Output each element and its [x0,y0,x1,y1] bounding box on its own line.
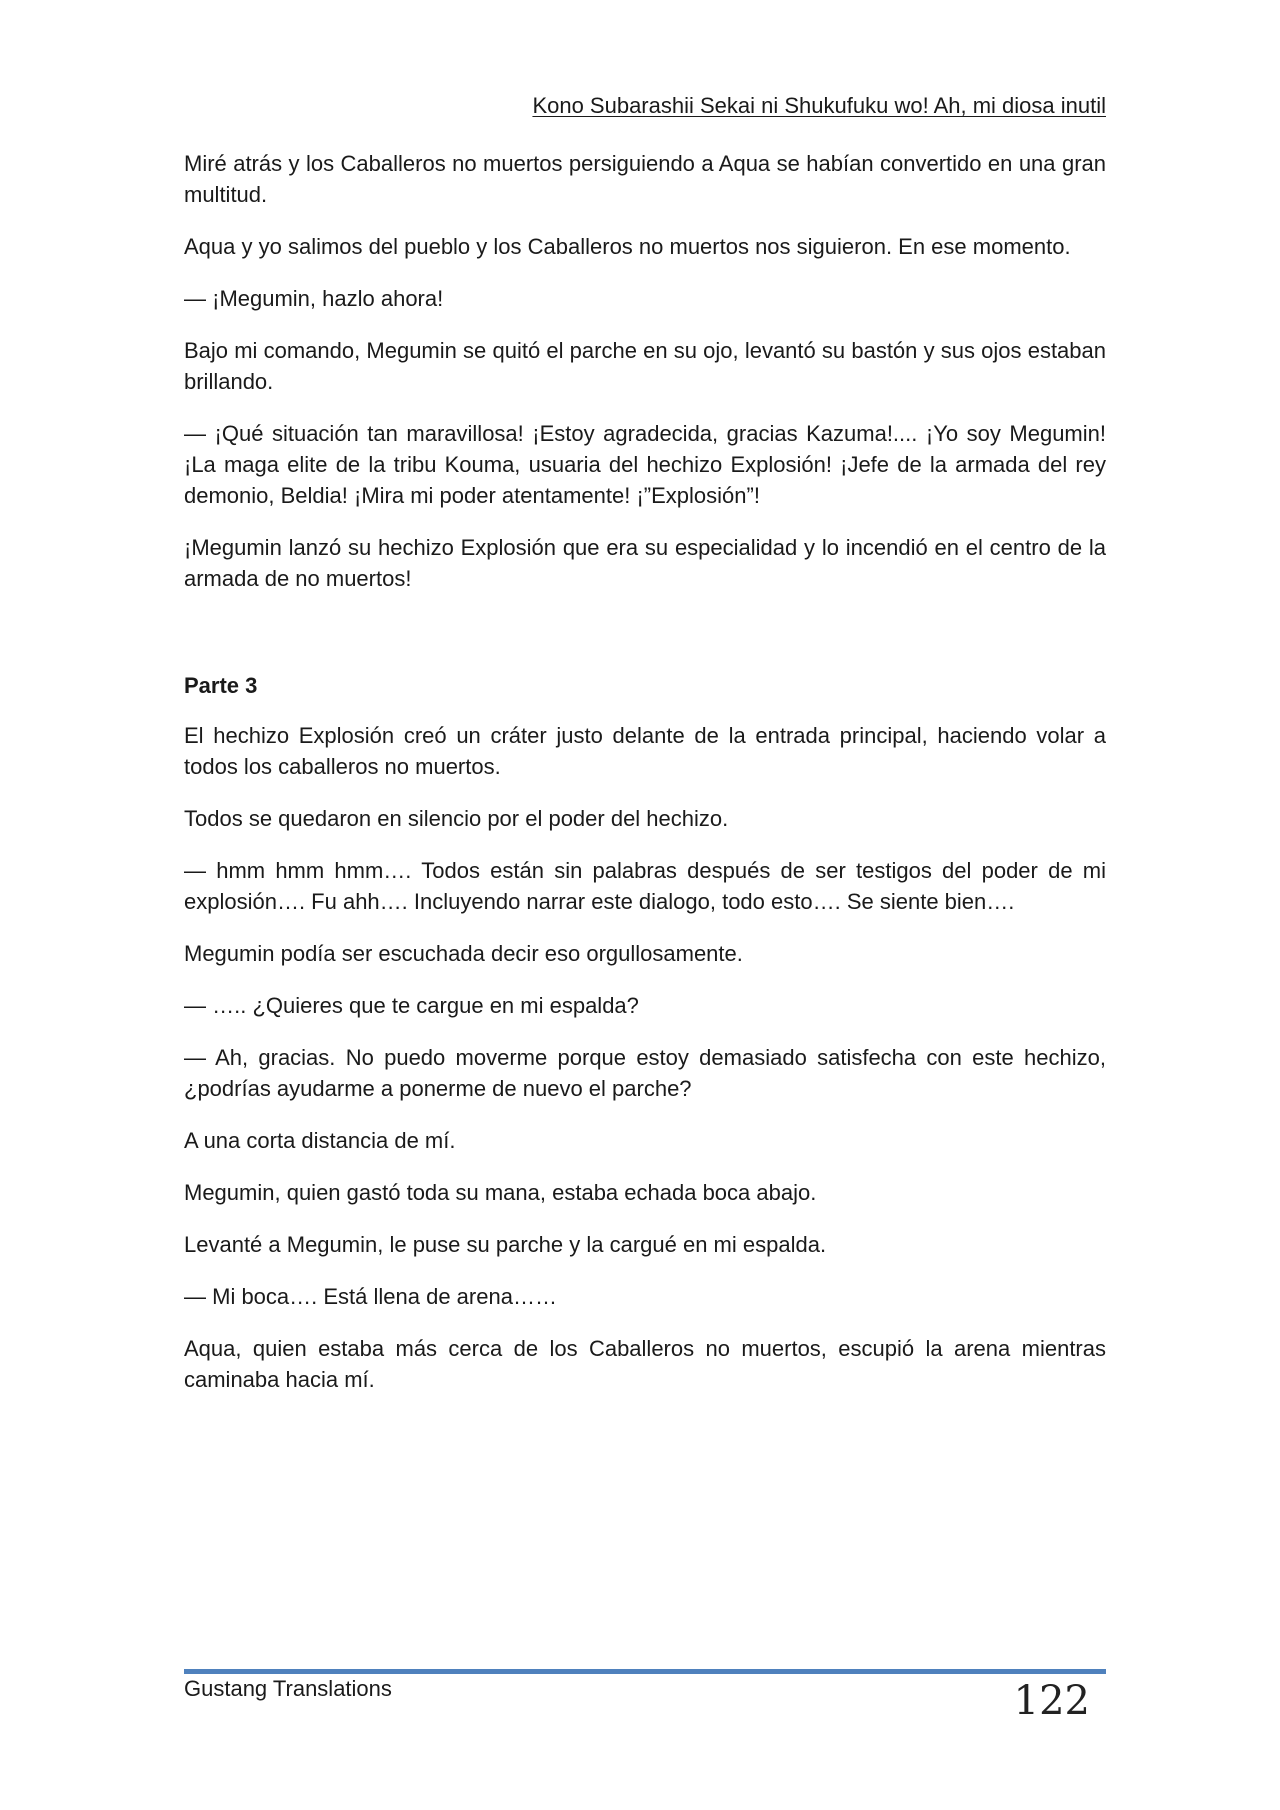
dialogue-paragraph: — hmm hmm hmm…. Todos están sin palabras después de ser testigos del poder de mi explosión…. Fu ahh…. Incluyendo narrar este dialogo, todo esto…. Se siente bien…. [184,858,1106,914]
paragraph: El hechizo Explosión creó un cráter justo delante de la entrada principal, haciendo volar a todos los caballeros no muertos. [184,723,1106,779]
dialogue-paragraph: — Mi boca…. Está llena de arena…… [184,1284,557,1309]
page-number: 122 [1013,1678,1090,1724]
paragraph: Aqua y yo salimos del pueblo y los Caballeros no muertos nos siguieron. En ese momento. [184,234,1071,259]
dialogue-paragraph: — ¡Qué situación tan maravillosa! ¡Estoy agradecida, gracias Kazuma!.... ¡Yo soy Megumin! ¡La maga elite de la tribu Kouma, usuaria del hechizo Explosión! ¡Jefe de la armada del rey demonio, Beldia! ¡Mira mi poder atentamente! ¡”Explosión”! [184,421,1106,508]
paragraph: Miré atrás y los Caballeros no muertos persiguiendo a Aqua se habían convertido en una gran multitud. [184,151,1106,207]
paragraph: Bajo mi comando, Megumin se quitó el parche en su ojo, levantó su bastón y sus ojos estaban brillando. [184,338,1106,394]
section-heading: Parte 3 [184,673,258,698]
footer-publisher: Gustang Translations [184,1676,392,1701]
paragraph: Levanté a Megumin, le puse su parche y la cargué en mi espalda. [184,1232,827,1257]
dialogue-paragraph: — ¡Megumin, hazlo ahora! [184,286,444,311]
paragraph: Megumin podía ser escuchada decir eso orgullosamente. [184,941,743,966]
paragraph: ¡Megumin lanzó su hechizo Explosión que era su especialidad y lo incendió en el centro de la armada de no muertos! [184,535,1106,591]
dialogue-paragraph: — ….. ¿Quieres que te cargue en mi espalda? [184,993,639,1018]
paragraph: A una corta distancia de mí. [184,1128,456,1153]
paragraph: Megumin, quien gastó toda su mana, estaba echada boca abajo. [184,1180,817,1205]
dialogue-paragraph: — Ah, gracias. No puedo moverme porque estoy demasiado satisfecha con este hechizo, ¿podrías ayudarme a ponerme de nuevo el parche? [184,1045,1106,1101]
running-header: Kono Subarashii Sekai ni Shukufuku wo! Ah, mi diosa inutil [532,93,1106,118]
paragraph: Aqua, quien estaba más cerca de los Caballeros no muertos, escupió la arena mientras caminaba hacia mí. [184,1336,1106,1392]
paragraph: Todos se quedaron en silencio por el poder del hechizo. [184,806,729,831]
page-body [184,148,1106,1416]
